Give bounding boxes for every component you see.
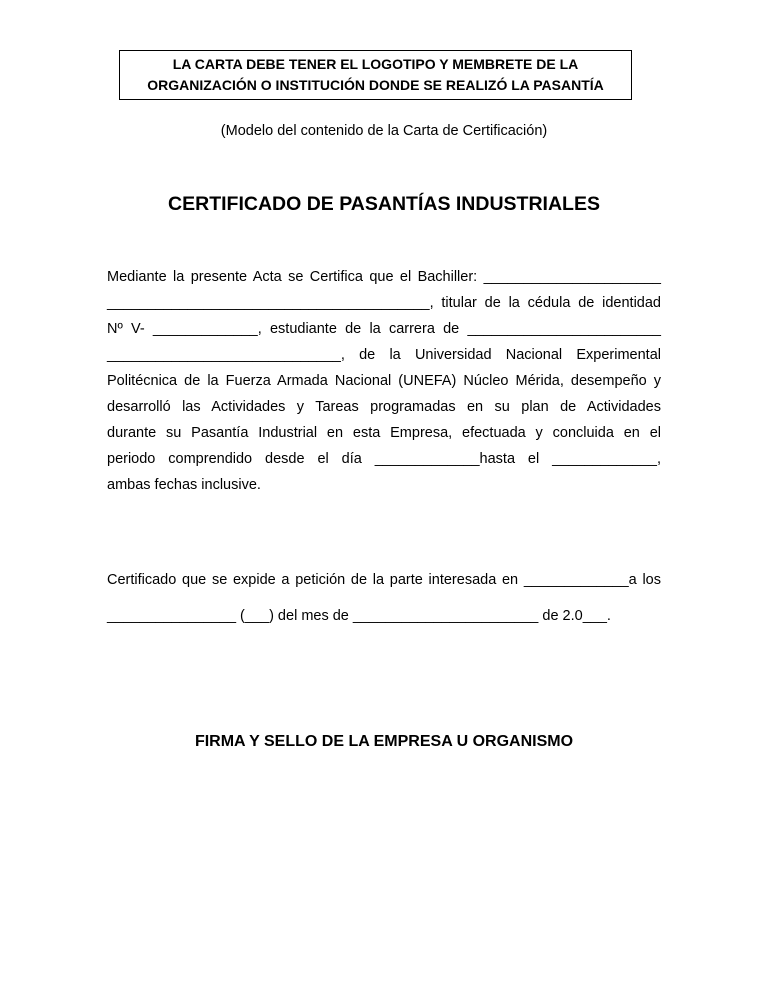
body-line: ________________________________________, titular de la cédula de identidad [107, 295, 661, 311]
body-line: desarrolló las Actividades y Tareas programadas en su plan de Actividades [107, 399, 661, 415]
body-line: durante su Pasantía Industrial en esta Empresa, efectuada y concluida en el [107, 425, 661, 441]
body-line: periodo comprendido desde el día _____________hasta el _____________, [107, 451, 661, 467]
signature-label: FIRMA Y SELLO DE LA EMPRESA U ORGANISMO [194, 733, 574, 750]
body-line: _____________________________, de la Universidad Nacional Experimental [107, 347, 661, 363]
body-line: Nº V- _____________, estudiante de la carrera de ________________________ [107, 321, 661, 337]
body-line: Politécnica de la Fuerza Armada Nacional (UNEFA) Núcleo Mérida, desempeño y [107, 373, 661, 389]
closing-line: ________________ (___) del mes de _______________________ de 2.0___. [107, 608, 611, 624]
body-line: Mediante la presente Acta se Certifica que el Bachiller: ______________________ [107, 269, 661, 285]
document-subtitle: (Modelo del contenido de la Carta de Certificación) [220, 123, 548, 139]
notice-line-1: LA CARTA DEBE TENER EL LOGOTIPO Y MEMBRETE DE LA [172, 56, 579, 72]
notice-line-2: ORGANIZACIÓN O INSTITUCIÓN DONDE SE REALIZÓ LA PASANTÍA [147, 77, 604, 93]
closing-line: Certificado que se expide a petición de la parte interesada en _____________a los [107, 572, 661, 588]
body-line: ambas fechas inclusive. [107, 477, 261, 493]
instruction-notice-box [119, 50, 632, 100]
document-title: CERTIFICADO DE PASANTÍAS INDUSTRIALES [168, 193, 600, 215]
